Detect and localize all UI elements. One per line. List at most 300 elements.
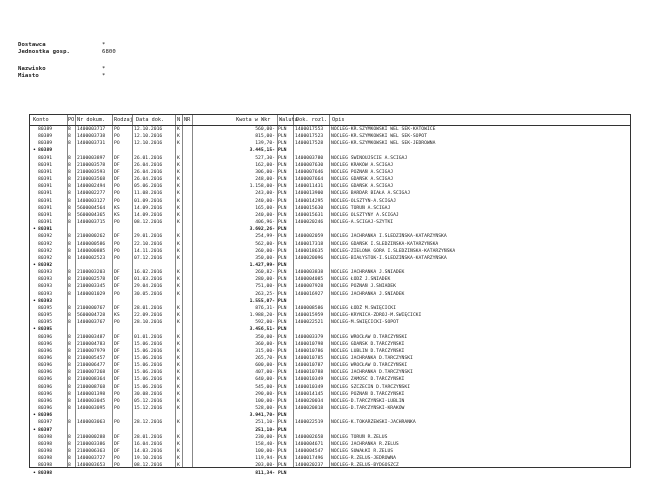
cell-dok: 1400007664 (295, 177, 324, 183)
cell-konto: 80389 (38, 127, 53, 132)
cell-opis: NOCLEG SUWAŁKI R.ZELUS (331, 449, 394, 455)
cell-kwota: 158,40- (255, 441, 275, 447)
cell-n: K (177, 177, 180, 183)
cell-rodzaj: KS (114, 212, 120, 218)
cell-kwota: 560,00- (255, 127, 275, 132)
cell-waluta: PLN (278, 470, 287, 476)
cell-konto: 80393 (38, 291, 53, 297)
business-unit-field (18, 49, 116, 55)
cell-data: 22.09.2016 (134, 313, 163, 319)
cell-nr: 1400003715 (77, 220, 106, 226)
cell-konto: 80395 (38, 305, 53, 311)
supplier-field (18, 42, 106, 48)
cell-po: 8 (68, 313, 71, 319)
cell-konto: 80396 (38, 398, 53, 404)
cell-nr: 2100003345 (77, 284, 106, 290)
cell-rodzaj: DF (114, 234, 120, 240)
cell-opis: NOCLEG ZAMOŚĆ D.TARCZYŃSKI (331, 377, 405, 383)
cell-nr: 1400003095 (77, 406, 106, 412)
cell-nr: 5600004728 (77, 313, 106, 319)
subtotal-marker: • (33, 470, 36, 476)
table-row (30, 155, 630, 162)
cell-nr: 1400002494 (77, 184, 106, 190)
cell-po: 8 (68, 456, 71, 462)
cell-po: 8 (68, 305, 71, 311)
cell-waluta: PLN (278, 420, 287, 426)
cell-konto: 80398 (38, 470, 53, 476)
cell-waluta: PLN (278, 441, 287, 447)
table-row (30, 319, 630, 326)
cell-konto: 80393 (38, 284, 53, 290)
cell-po: 8 (68, 255, 71, 261)
cell-po: 8 (68, 205, 71, 211)
table-row (30, 176, 630, 183)
cell-n: K (177, 198, 180, 204)
table-row (30, 190, 630, 197)
cell-n: K (177, 191, 180, 197)
city-field (18, 73, 106, 79)
cell-rodzaj: PO (114, 134, 120, 140)
cell-waluta: PLN (278, 155, 287, 161)
cell-konto: 80392 (38, 241, 53, 247)
cell-kwota: 592,00- (255, 320, 275, 326)
cell-konto: 80393 (38, 277, 53, 283)
cell-waluta: PLN (278, 248, 287, 254)
cell-konto: 80389 (38, 148, 53, 154)
cell-n: K (177, 441, 180, 447)
cell-data: 08.12.2016 (134, 220, 163, 226)
cell-n: K (177, 277, 180, 283)
cell-rodzaj: DF (114, 155, 120, 161)
table-row (30, 391, 630, 398)
cell-opis: NOCLEG-KR.SZYMKOWSKI WEL SEK-JEDROWNA (331, 141, 436, 147)
cell-nr: 2100004783 (77, 341, 106, 347)
cell-n: K (177, 341, 180, 347)
cell-opis: NOCLEG-M.ŚWIĘCICKI-SOPOT (331, 320, 399, 326)
cell-opis: NOCLEG JACHRANKA R.ZELUS (331, 441, 399, 447)
cell-opis: NOCLEG JACHRANKA D.TARCZYŃSKI (331, 370, 413, 376)
cell-opis: NOCLEG-ZIELONA GÓRA I.ŚLEDZIŃSKA-KATARZYŃSKA (331, 248, 456, 254)
cell-kwota: 640,00- (255, 377, 275, 383)
cell-opis: NOCLEG ŚWINOUJŚCIE A.ŚCIGAJ (331, 155, 408, 161)
cell-dok: 1400002059 (295, 234, 324, 240)
cell-opis: NOCLEG-D.TARCZYŃSKI-KRAKÓW (331, 406, 405, 412)
cell-nr: 1400003738 (77, 134, 106, 140)
cell-po: 8 (68, 434, 71, 440)
cell-konto: 80396 (38, 413, 53, 419)
cell-dok: 1400010787 (295, 363, 324, 369)
cell-dok: 1400020096 (295, 255, 324, 261)
cell-rodzaj: PO (114, 320, 120, 326)
cell-waluta: PLN (278, 449, 287, 455)
supplier-value: * (102, 42, 106, 48)
cell-kwota: 260,00- (255, 248, 275, 254)
cell-waluta: PLN (278, 184, 287, 190)
cell-waluta: PLN (278, 241, 287, 247)
cell-opis: NOCLEG POZNAŃ J.ŚNIADEK (331, 284, 396, 290)
surname-value: * (102, 66, 106, 72)
cell-opis: NOCLEG-KR.SZYMKOWSKI WEL SEK-KATOWICE (331, 127, 436, 132)
cell-dok: 1400003780 (295, 155, 324, 161)
cell-rodzaj: DF (114, 363, 120, 369)
cell-data: 07.12.2016 (134, 255, 163, 261)
table-row (30, 183, 630, 190)
subtotal-marker: • (33, 262, 36, 268)
cell-nr: 2100003487 (77, 334, 106, 340)
cell-kwota: 263,25- (255, 291, 275, 297)
cell-po: 8 (68, 198, 71, 204)
cell-kwota: 265,70- (255, 356, 275, 361)
cell-rodzaj: PO (114, 184, 120, 190)
cell-po: 8 (68, 191, 71, 197)
cell-n: K (177, 363, 180, 369)
cell-waluta: PLN (278, 169, 287, 175)
cell-po: 8 (68, 162, 71, 168)
cell-rodzaj: DF (114, 305, 120, 311)
cell-waluta: PLN (278, 277, 287, 283)
cell-nr: 2100008768 (77, 384, 106, 390)
cell-data: 26.04.2016 (134, 177, 163, 183)
cell-rodzaj: DF (114, 270, 120, 276)
cell-rodzaj: DF (114, 348, 120, 354)
cell-konto: 80396 (38, 391, 53, 397)
table-row (30, 291, 630, 298)
cell-data: 28.01.2016 (134, 434, 163, 440)
ledger-table (29, 114, 631, 476)
cell-opis: NOCLEG-KRYNICA-ZDRÓJ-M.ŚWIĘCICKI (331, 313, 422, 319)
cell-konto: 80398 (38, 434, 53, 440)
surname-label: Nazwisko (18, 66, 46, 72)
cell-opis: NOCLEG LUBLIN D.TARCZYŃSKI (331, 348, 405, 354)
cell-data: 19.10.2016 (134, 456, 163, 462)
cell-konto: 80396 (38, 334, 53, 340)
cell-dok: 1400004085 (295, 277, 324, 283)
cell-nr: 1400003731 (77, 141, 106, 147)
cell-n: K (177, 320, 180, 326)
cell-kwota: 876,31- (255, 305, 275, 311)
cell-kwota: 3.445,15- (249, 148, 275, 154)
cell-nr: 1400002523 (77, 255, 106, 261)
table-body (30, 126, 630, 477)
cell-rodzaj: DF (114, 441, 120, 447)
cell-dok: 1400022519 (295, 420, 324, 426)
table-row (30, 419, 630, 426)
cell-rodzaj: PO (114, 127, 120, 132)
cell-waluta: PLN (278, 134, 287, 140)
cell-opis: NOCLEG WROCŁAW D.TARCZYŃSKI (331, 363, 408, 369)
cell-rodzaj: PO (114, 220, 120, 226)
cell-dok: 1400010798 (295, 341, 324, 347)
cell-opis: NOCLEG WROCŁAW D.TARCZYŃSKI (331, 334, 408, 340)
cell-opis: NOCLEG-K.TOKARZEWSKI-JACHRANKA (331, 420, 416, 426)
cell-n: K (177, 155, 180, 161)
cell-po: 8 (68, 241, 71, 247)
cell-dok: 1400010349 (295, 384, 324, 390)
cell-waluta: PLN (278, 148, 287, 154)
cell-waluta: PLN (278, 348, 287, 354)
table-row (30, 405, 630, 412)
table-row (30, 362, 630, 369)
cell-data: 14.03.2016 (134, 449, 163, 455)
cell-data: 15.06.2016 (134, 370, 163, 376)
cell-kwota: 360,00- (255, 341, 275, 347)
cell-kwota: 139,70- (255, 141, 275, 147)
subtotal-row (30, 326, 630, 333)
cell-n: K (177, 234, 180, 240)
table-row (30, 233, 630, 240)
cell-kwota: 230,00- (255, 434, 275, 440)
cell-data: 15.06.2016 (134, 356, 163, 361)
cell-konto: 80391 (38, 227, 53, 233)
cell-data: 15.06.2016 (134, 384, 163, 390)
table-row (30, 255, 630, 262)
cell-waluta: PLN (278, 198, 287, 204)
table-row (30, 441, 630, 448)
cell-po: 8 (68, 270, 71, 276)
cell-po: 8 (68, 384, 71, 390)
cell-dok: 1400007630 (295, 162, 324, 168)
cell-waluta: PLN (278, 384, 287, 390)
cell-waluta: PLN (278, 363, 287, 369)
cell-opis: NOCLEG JACHRANKA I.ŚLEDZIŃSKA-KATARZYŃSKA (331, 234, 447, 240)
cell-n: K (177, 370, 180, 376)
cell-dok: 1400014145 (295, 391, 324, 397)
cell-n: K (177, 406, 180, 412)
cell-dok: 1400017523 (295, 134, 324, 140)
cell-nr: 1400003653 (77, 463, 106, 469)
col-nr: NR (184, 117, 191, 123)
cell-nr: 2100003568 (77, 177, 106, 183)
cell-opis: NOCLEG SZCZECIN D.TARCZYŃSKI (331, 384, 411, 390)
cell-n: K (177, 456, 180, 462)
table-row (30, 462, 630, 469)
cell-rodzaj: DF (114, 177, 120, 183)
cell-nr: 1400002277 (77, 191, 106, 197)
cell-data: 05.12.2016 (134, 398, 163, 404)
cell-rodzaj: DF (114, 377, 120, 383)
cell-opis: NOCLEG-BIAŁYSTOK-I.ŚLEDZIŃSKA-KATARZYŃSKA (331, 255, 447, 261)
cell-rodzaj: DF (114, 341, 120, 347)
cell-opis: NOCLEG JACHRANKA J.ŚNIADEK (331, 270, 405, 276)
cell-n: K (177, 384, 180, 390)
cell-opis: NOCLEG GDAŃSK D.TARCZYŃSKI (331, 341, 405, 347)
table-row (30, 162, 630, 169)
table-row (30, 219, 630, 226)
cell-n: K (177, 377, 180, 383)
cell-po: 8 (68, 356, 71, 361)
cell-dok: 1400003838 (295, 270, 324, 276)
cell-dok: 1400008586 (295, 305, 324, 311)
table-row (30, 369, 630, 376)
cell-konto: 80391 (38, 184, 53, 190)
cell-data: 14.09.2016 (134, 205, 163, 211)
cell-opis: NOCLEG JACHRANKA J.ŚNIADEK (331, 291, 405, 297)
cell-dok: 1400015630 (295, 205, 324, 211)
cell-rodzaj: PO (114, 463, 120, 469)
table-row (30, 248, 630, 255)
cell-data: 15.06.2016 (134, 341, 163, 347)
cell-opis: NOCLEG KRAKÓW A.ŚCIGAJ (331, 162, 394, 168)
cell-n: K (177, 313, 180, 319)
cell-data: 26.04.2016 (134, 169, 163, 175)
cell-dok: 1400010785 (295, 356, 324, 361)
cell-kwota: 811,34- (255, 470, 275, 476)
cell-n: K (177, 212, 180, 218)
cell-data: 01.01.2016 (134, 334, 163, 340)
cell-po: 8 (68, 284, 71, 290)
table-row (30, 198, 630, 205)
table-row (30, 133, 630, 140)
cell-rodzaj: PO (114, 406, 120, 412)
subtotal-row (30, 298, 630, 305)
cell-waluta: PLN (278, 391, 287, 397)
table-row (30, 276, 630, 283)
cell-waluta: PLN (278, 356, 287, 361)
cell-waluta: PLN (278, 162, 287, 168)
cell-data: 30.08.2016 (134, 391, 163, 397)
col-nr-dokum: Nr dokum. (77, 117, 106, 123)
cell-kwota: 3.692,26- (249, 227, 275, 233)
business-unit-label: Jednostka gosp. (18, 49, 71, 55)
cell-n: K (177, 169, 180, 175)
cell-data: 28.10.2016 (134, 320, 163, 326)
cell-dok: 1400014295 (295, 198, 324, 204)
cell-waluta: PLN (278, 127, 287, 132)
cell-konto: 80391 (38, 155, 53, 161)
cell-rodzaj: DF (114, 370, 120, 376)
cell-waluta: PLN (278, 377, 287, 383)
city-value: * (102, 73, 106, 79)
surname-field (18, 66, 106, 72)
cell-konto: 80396 (38, 370, 53, 376)
col-rodzaj: Rodzaj (114, 117, 133, 123)
cell-konto: 80391 (38, 212, 53, 218)
col-waluta: Waluta (279, 117, 298, 123)
cell-po: 8 (68, 441, 71, 447)
cell-nr: 2100007268 (77, 370, 106, 376)
cell-konto: 80398 (38, 441, 53, 447)
cell-n: K (177, 255, 180, 261)
cell-waluta: PLN (278, 320, 287, 326)
col-opis: Opis (332, 117, 345, 123)
table-row (30, 312, 630, 319)
cell-konto: 80395 (38, 327, 53, 333)
col-data-dok: Data dok. (136, 117, 165, 123)
cell-kwota: 350,00- (255, 255, 275, 261)
cell-n: K (177, 398, 180, 404)
cell-data: 26.04.2016 (134, 162, 163, 168)
cell-po: 8 (68, 141, 71, 147)
cell-nr: 2100003386 (77, 441, 106, 447)
supplier-label: Dostawca (18, 42, 46, 48)
cell-rodzaj: PO (114, 420, 120, 426)
cell-kwota: 251,10- (255, 427, 275, 433)
cell-konto: 80392 (38, 234, 53, 240)
cell-rodzaj: PO (114, 255, 120, 261)
cell-data: 01.09.2016 (134, 198, 163, 204)
cell-konto: 80397 (38, 420, 53, 426)
cell-dok: 1400017528 (295, 141, 324, 147)
table-row (30, 334, 630, 341)
cell-n: K (177, 270, 180, 276)
cell-n: K (177, 134, 180, 140)
subtotal-marker: • (33, 413, 36, 419)
cell-dok: 1400010788 (295, 370, 324, 376)
cell-n: K (177, 184, 180, 190)
cell-nr: 2100003593 (77, 169, 106, 175)
subtotal-marker: • (33, 227, 36, 233)
cell-po: 8 (68, 134, 71, 140)
table-row (30, 241, 630, 248)
cell-po: 8 (68, 277, 71, 283)
cell-kwota: 751,00- (255, 284, 275, 290)
table-row (30, 376, 630, 383)
cell-opis: NOCLEG-OLSZTYN-A.ŚCIGAJ (331, 198, 396, 204)
cell-konto: 80391 (38, 198, 53, 204)
col-n: N (177, 117, 181, 123)
cell-po: 8 (68, 391, 71, 397)
cell-waluta: PLN (278, 313, 287, 319)
cell-waluta: PLN (278, 141, 287, 147)
cell-kwota: 815,00- (255, 134, 275, 140)
cell-kwota: 406,96- (255, 220, 275, 226)
cell-data: 28.01.2016 (134, 305, 163, 311)
cell-kwota: 280,00- (255, 277, 275, 283)
cell-kwota: 306,00- (255, 169, 275, 175)
cell-nr: 2100003203 (77, 270, 106, 276)
cell-waluta: PLN (278, 220, 287, 226)
cell-kwota: 600,00- (255, 363, 275, 369)
cell-rodzaj: PO (114, 241, 120, 247)
subtotal-marker: • (33, 148, 36, 154)
cell-waluta: PLN (278, 413, 287, 419)
cell-kwota: 100,00- (255, 398, 275, 404)
cell-data: 29.04.2016 (134, 284, 163, 290)
table-row (30, 205, 630, 212)
cell-po: 8 (68, 127, 71, 132)
cell-dok: 1400007928 (295, 284, 324, 290)
cell-waluta: PLN (278, 427, 287, 433)
table-row (30, 283, 630, 290)
cell-konto: 80391 (38, 177, 53, 183)
cell-po: 8 (68, 291, 71, 297)
cell-waluta: PLN (278, 255, 287, 261)
subtotal-row (30, 412, 630, 419)
cell-dok: 1400015631 (295, 212, 324, 218)
cell-rodzaj: DF (114, 384, 120, 390)
cell-nr: 1400003127 (77, 198, 106, 204)
cell-opis: NOCLEG ŁÓDŹ J.ŚNIADEK (331, 277, 391, 283)
cell-konto: 80393 (38, 298, 53, 304)
cell-n: K (177, 463, 180, 469)
cell-rodzaj: DF (114, 356, 120, 361)
cell-waluta: PLN (278, 327, 287, 333)
cell-data: 01.03.2016 (134, 277, 163, 283)
cell-kwota: 240,00- (255, 212, 275, 218)
cell-nr: 1400003045 (77, 398, 106, 404)
cell-nr: 1400001398 (77, 391, 106, 397)
cell-data: 16.04.2016 (134, 441, 163, 447)
cell-po: 8 (68, 220, 71, 226)
cell-rodzaj: DF (114, 434, 120, 440)
cell-rodzaj: PO (114, 456, 120, 462)
cell-rodzaj: DF (114, 169, 120, 175)
cell-data: 29.01.2016 (134, 234, 163, 240)
cell-kwota: 1.555,07- (249, 298, 275, 304)
cell-rodzaj: DF (114, 162, 120, 168)
cell-opis: NOCLEG OLSZTYNY A.ŚCIGAJ (331, 212, 399, 218)
cell-rodzaj: PO (114, 391, 120, 397)
